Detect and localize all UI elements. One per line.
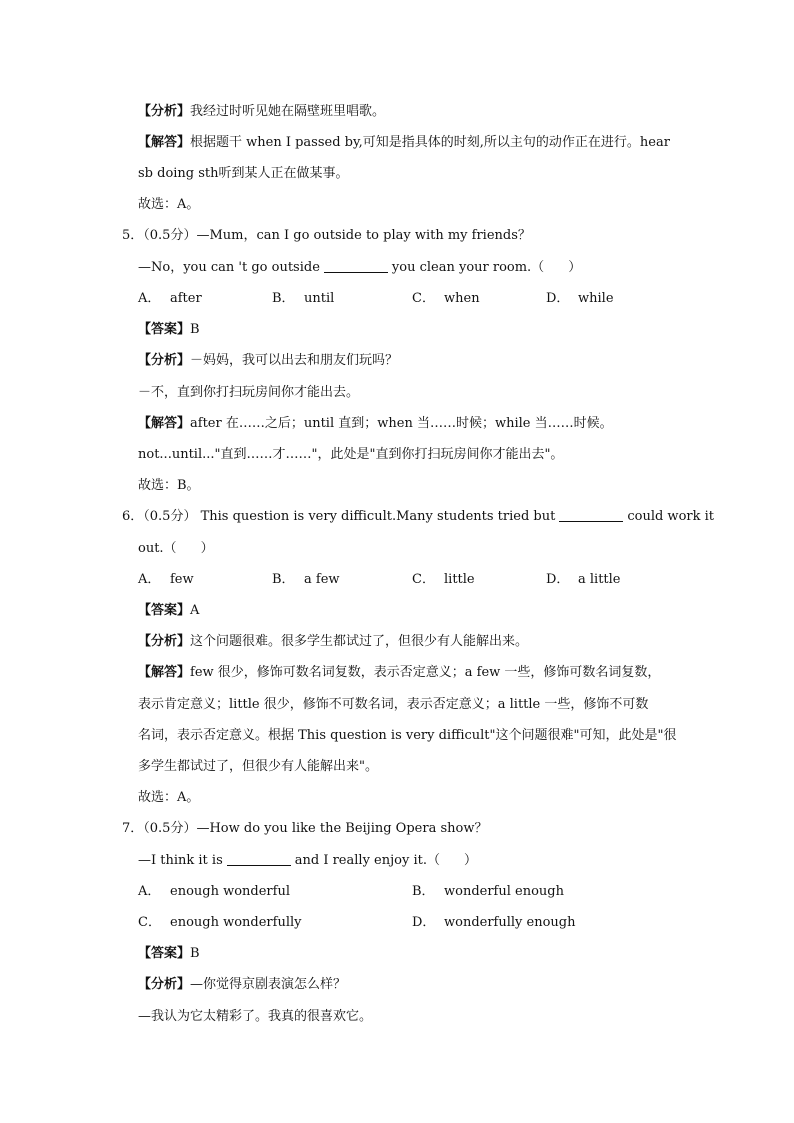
q5-paren-close: ） <box>568 260 582 275</box>
q5-choice: 故选：B。 <box>138 478 200 493</box>
q6-option-a[interactable]: A． few <box>138 572 194 587</box>
solution-tag: 【解答】 <box>138 416 191 431</box>
q7-text-a: —I think it is <box>138 853 223 868</box>
q6-option-c[interactable]: C． little <box>412 572 475 587</box>
q6-analysis-1: 这个问题很难。很多学生都试过了，但很少有人能解出来。 <box>190 634 529 649</box>
q6-paren-close: ） <box>200 541 214 556</box>
analysis-tag: 【分析】 <box>138 353 191 368</box>
q6-solution-line <box>138 663 660 683</box>
analysis-tag: 【分析】 <box>138 634 191 649</box>
question-7-line2 <box>138 851 477 871</box>
q5-option-c[interactable]: C． when <box>412 291 480 306</box>
q6-stem-b: could work it <box>627 509 714 524</box>
choice-line: 故选：A。 <box>138 197 200 212</box>
q6-choice: 故选：A。 <box>138 790 200 805</box>
q6-solution-4: 多学生都试过了，但很少有人能解出来"。 <box>138 759 378 774</box>
q5-answer-line <box>138 320 200 340</box>
q7-option-b[interactable]: B． wonderful enough <box>412 884 564 899</box>
q5-solution-line <box>138 414 613 434</box>
q7-text-b: and I really enjoy it.（ <box>294 853 440 868</box>
q7-analysis-line <box>138 975 346 995</box>
question-7-stem: 7．（0.5分）—How do you like the Beijing Opera show？ <box>122 821 488 836</box>
solution-text: 根据题干 when I passed by,可知是指具体的时刻,所以主句的动作正在进行。hear <box>190 135 670 150</box>
q5-option-d[interactable]: D． while <box>546 291 614 306</box>
q7-analysis-1: —你觉得京剧表演怎么样？ <box>190 977 347 992</box>
q5-option-b[interactable]: B． until <box>272 291 335 306</box>
q6-option-d[interactable]: D． a little <box>546 572 621 587</box>
answer-tag: 【答案】 <box>138 603 191 618</box>
q6-solution-1: few 很少，修饰可数名词复数，表示否定意义；a few 一些，修饰可数名词复数， <box>190 665 661 680</box>
q7-analysis-2: —我认为它太精彩了。我真的很喜欢它。 <box>138 1009 373 1024</box>
q7-paren-close: ） <box>463 853 477 868</box>
q7-option-c[interactable]: C． enough wonderfully <box>138 915 302 930</box>
q7-blank[interactable] <box>227 851 291 866</box>
q5-analysis-line <box>138 351 398 371</box>
q6-stem-a: 6．（0.5分） This question is very difficult.Many students tried but <box>122 509 556 524</box>
q5-text-a: —No，you can 't go outside <box>138 260 320 275</box>
q5-text-b: you clean your room.（ <box>391 260 545 275</box>
q7-option-a[interactable]: A． enough wonderful <box>138 884 290 899</box>
solution-tag: 【解答】 <box>138 135 191 150</box>
solution-line-cont: sb doing sth听到某人正在做某事。 <box>138 166 349 181</box>
question-5-stem: 5．（0.5分）—Mum，can I go outside to play with my friends？ <box>122 228 531 243</box>
analysis-text: 我经过时听见她在隔壁班里唱歌。 <box>190 104 386 119</box>
analysis-line <box>138 102 385 122</box>
q6-answer: A <box>190 603 200 618</box>
q6-answer-line <box>138 601 199 621</box>
q5-solution-1: after 在……之后；until 直到；when 当……时候；while 当……时候。 <box>190 416 613 431</box>
q5-analysis-1: －妈妈，我可以出去和朋友们玩吗？ <box>190 353 399 368</box>
question-6-stem <box>122 507 714 527</box>
q6-stem2: out.（ <box>138 541 177 556</box>
analysis-tag: 【分析】 <box>138 104 191 119</box>
analysis-tag: 【分析】 <box>138 977 191 992</box>
q5-solution-2: not...until..."直到……才……"，此处是"直到你打扫玩房间你才能出去"。 <box>138 447 564 462</box>
q5-analysis-2: －不，直到你打扫玩房间你才能出去。 <box>138 385 360 400</box>
q6-blank[interactable] <box>559 507 623 522</box>
q6-solution-3: 名词，表示否定意义。根据 This question is very difficult"这个问题很难"可知，此处是"很 <box>138 728 677 743</box>
answer-tag: 【答案】 <box>138 322 191 337</box>
q6-option-b[interactable]: B． a few <box>272 572 340 587</box>
question-6-line2 <box>138 539 214 559</box>
question-5-line2 <box>138 258 581 278</box>
solution-line <box>138 133 670 153</box>
solution-tag: 【解答】 <box>138 665 191 680</box>
q6-solution-2: 表示肯定意义；little 很少，修饰不可数名词，表示否定意义；a little 一些，修饰不可数 <box>138 697 649 712</box>
q7-answer: B <box>190 946 200 961</box>
answer-tag: 【答案】 <box>138 946 191 961</box>
q7-answer-line <box>138 944 200 964</box>
q7-option-d[interactable]: D． wonderfully enough <box>412 915 576 930</box>
q5-blank[interactable] <box>324 258 388 273</box>
q5-answer: B <box>190 322 200 337</box>
q5-option-a[interactable]: A． after <box>138 291 202 306</box>
q6-analysis-line <box>138 632 528 652</box>
